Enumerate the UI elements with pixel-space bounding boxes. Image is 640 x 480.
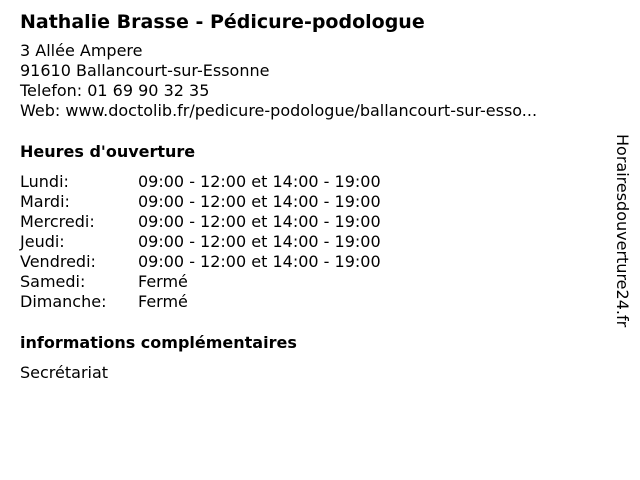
business-info-card (20, 9, 605, 383)
hours-row-thursday (20, 232, 605, 252)
day-label: Samedi: (20, 272, 86, 291)
hours-row-sunday (20, 292, 605, 312)
additional-info-text: Secrétariat (20, 363, 109, 382)
additional-info-heading: informations complémentaires (20, 333, 297, 352)
hours-row-wednesday (20, 212, 605, 232)
hours-row-tuesday (20, 192, 605, 212)
hours-value: 09:00 - 12:00 et 14:00 - 19:00 (138, 192, 381, 211)
day-label: Mardi: (20, 192, 70, 211)
opening-hours-heading: Heures d'ouverture (20, 142, 196, 161)
day-label: Dimanche: (20, 292, 107, 311)
opening-hours-table (20, 172, 605, 312)
city-address: 91610 Ballancourt-sur-Essonne (20, 61, 270, 80)
hours-value: 09:00 - 12:00 et 14:00 - 19:00 (138, 172, 381, 191)
hours-value: 09:00 - 12:00 et 14:00 - 19:00 (138, 212, 381, 231)
website-link[interactable]: Web: www.doctolib.fr/pedicure-podologue/ballancourt-sur-esso... (20, 101, 538, 120)
address-block (20, 41, 605, 121)
day-label: Mercredi: (20, 212, 95, 231)
hours-value: Fermé (138, 292, 188, 311)
business-title: Nathalie Brasse - Pédicure-podologue (20, 11, 425, 33)
hours-row-monday (20, 172, 605, 192)
hours-value: 09:00 - 12:00 et 14:00 - 19:00 (138, 232, 381, 251)
hours-value: Fermé (138, 272, 188, 291)
site-watermark: Horairesdouverture24.fr (613, 134, 632, 328)
day-label: Vendredi: (20, 252, 96, 271)
day-label: Jeudi: (20, 232, 65, 251)
hours-row-saturday (20, 272, 605, 292)
hours-value: 09:00 - 12:00 et 14:00 - 19:00 (138, 252, 381, 271)
street-address: 3 Allée Ampere (20, 41, 143, 60)
hours-row-friday (20, 252, 605, 272)
day-label: Lundi: (20, 172, 69, 191)
phone-number: Telefon: 01 69 90 32 35 (20, 81, 210, 100)
